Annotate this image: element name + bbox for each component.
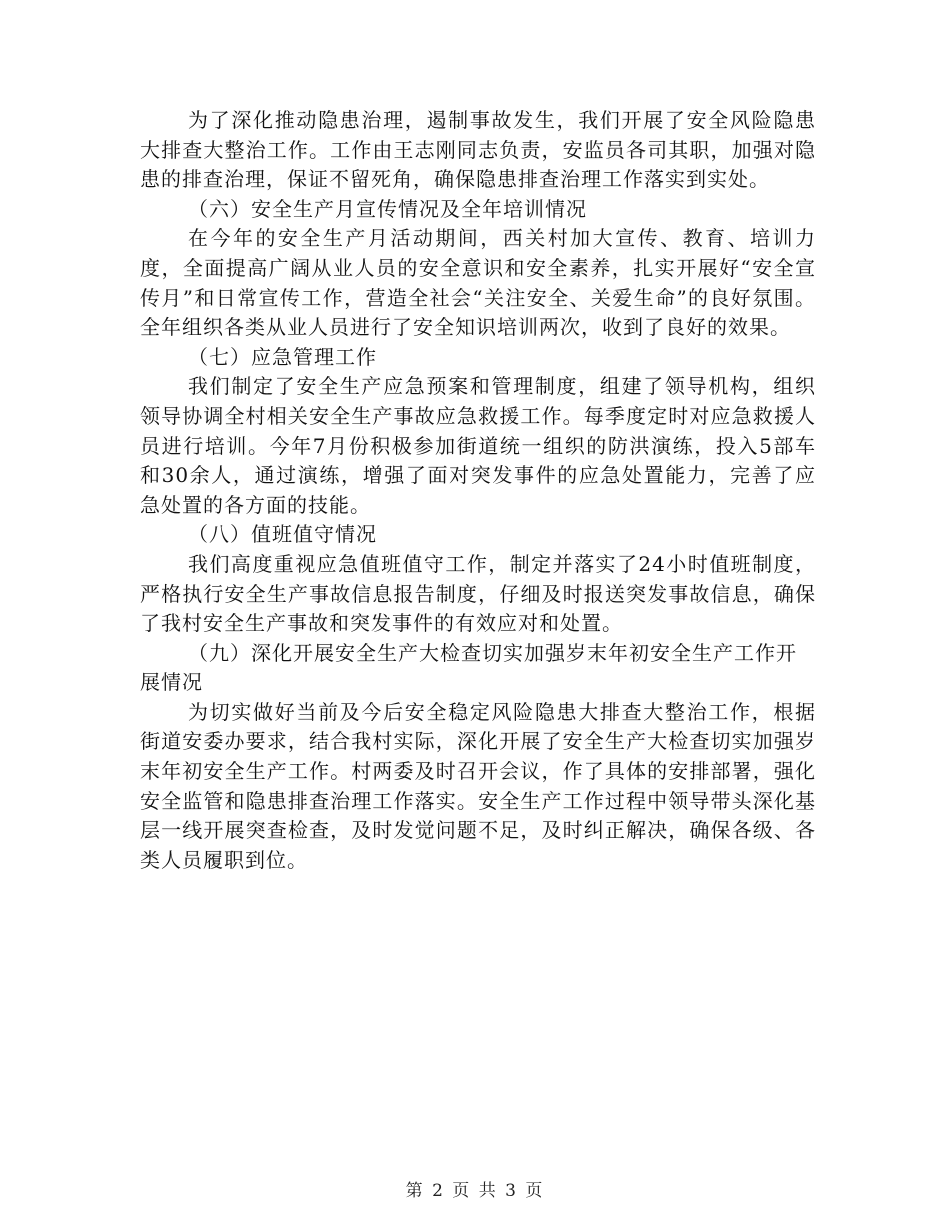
paragraph-year-end-inspection: 为切实做好当前及今后安全稳定风险隐患大排查大整治工作，根据街道安委办要求，结合我村实际，深化开展了安全生产大检查切实加强岁末年初安全生产工作。村两委及时召开会议，作了具体的安排部署，强化安全监管和隐患排查治理工作落实。安全生产工作过程中领导带头深化基层一线开展突查检查，及时发觉问题不足，及时纠正解决，确保各级、各类人员履职到位。	[140, 699, 816, 872]
paragraph-duty-watch: 我们高度重视应急值班值守工作，制定并落实了24小时值班制度，严格执行安全生产事故信息报告制度，仔细及时报送突发事故信息，确保了我村安全生产事故和突发事件的有效应对和处置。	[140, 551, 816, 636]
section-heading-emergency-management: （七）应急管理工作	[188, 344, 377, 369]
section-heading-year-end-inspection: （九）深化开展安全生产大检查切实加强岁末年初安全生产工作开展情况	[140, 640, 797, 695]
section-heading-duty-watch: （八）值班值守情况	[188, 522, 377, 547]
section-heading-safety-month: （六）安全生产月宣传情况及全年培训情况	[188, 196, 587, 221]
paragraph-safety-month: 在今年的安全生产月活动期间，西关村加大宣传、教育、培训力度，全面提高广阔从业人员的安全意识和安全素养，扎实开展好“安全宣传月”和日常宣传工作，营造全社会“关注安全、关爱生命”的良好氛围。全年组织各类从业人员进行了安全知识培训两次，收到了良好的效果。	[140, 226, 816, 340]
page-number-footer: 第 2 页 共 3 页	[405, 1181, 545, 1201]
paragraph-hazard-rectification: 为了深化推动隐患治理，遏制事故发生，我们开展了安全风险隐患大排查大整治工作。工作由王志刚同志负责，安监员各司其职，加强对隐患的排查治理，保证不留死角，确保隐患排查治理工作落实到实处。	[140, 108, 816, 192]
document-body	[140, 106, 816, 875]
paragraph-emergency-management: 我们制定了安全生产应急预案和管理制度，组建了领导机构，组织领导协调全村相关安全生产事故应急救援工作。每季度定时对应急救援人员进行培训。今年7月份积极参加街道统一组织的防洪演练，投入5部车和30余人，通过演练，增强了面对突发事件的应急处置能力，完善了应急处置的各方面的技能。	[140, 374, 816, 517]
